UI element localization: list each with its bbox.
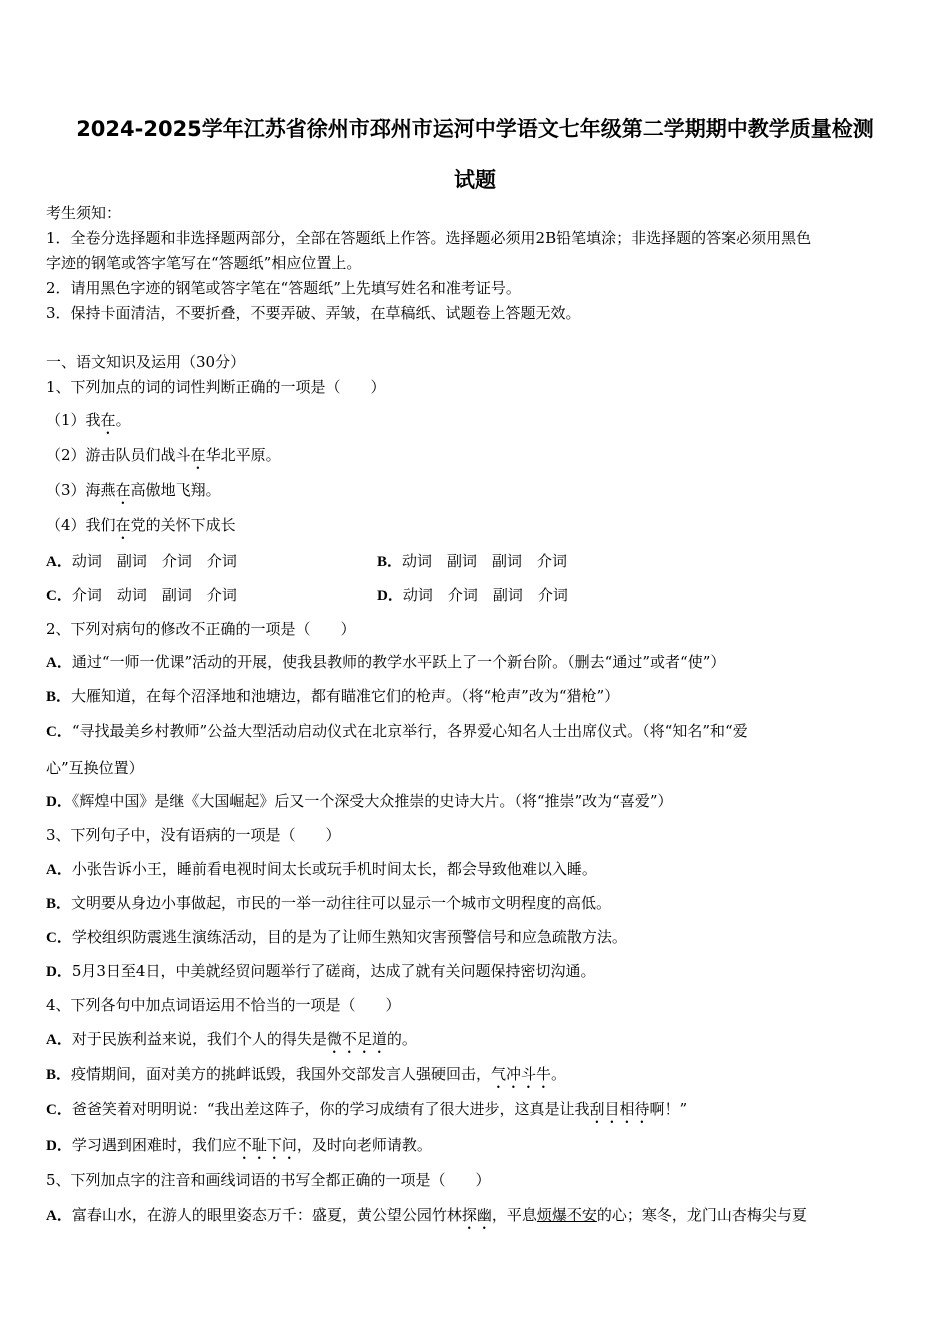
question-3-stem: 3、下列句子中，没有语病的一项是（ ） bbox=[46, 826, 341, 844]
notice-item-2: 2．请用黑色字迹的钢笔或答字笔在“答题纸”上先填写姓名和准考证号。 bbox=[46, 279, 521, 297]
question-4-option-a: A．对于民族利益来说，我们个人的得失是微不足道的。 bbox=[46, 1030, 417, 1048]
question-2-option-a: A．通过“一师一优课”活动的开展，使我县教师的教学水平跃上了一个新台阶。（删去“通过”或者“使”） bbox=[46, 653, 726, 671]
page-title-continued: 试题 bbox=[454, 168, 496, 192]
question-1-stem: 1、下列加点的词的词性判断正确的一项是（ ） bbox=[46, 378, 386, 396]
question-4-option-b: B．疫情期间，面对美方的挑衅诋毁，我国外交部发言人强硬回击，气冲斗牛。 bbox=[46, 1065, 567, 1083]
question-2-option-c-continued: 心”互换位置） bbox=[46, 759, 144, 777]
question-1-option-a: A．动词 副词 介词 介词 bbox=[46, 552, 237, 570]
question-2-option-b: B．大雁知道，在每个沼泽地和池塘边，都有瞄准它们的枪声。（将“枪声”改为“猎枪”） bbox=[46, 687, 620, 705]
page-title: 2024-2025学年江苏省徐州市邳州市运河中学语文七年级第二学期期中教学质量检测 bbox=[76, 117, 874, 141]
question-2-option-d: D．《辉煌中国》是继《大国崛起》后又一个深受大众推崇的史诗大片。（将“推崇”改为“喜爱”） bbox=[46, 792, 673, 810]
question-3-option-c: C．学校组织防震逃生演练活动，目的是为了让师生熟知灾害预警信号和应急疏散方法。 bbox=[46, 928, 627, 946]
question-2-option-c: C．“寻找最美乡村教师”公益大型活动启动仪式在北京举行，各界爱心知名人士出席仪式。（将“知名”和“爱 bbox=[46, 722, 748, 740]
notice-heading: 考生须知： bbox=[46, 204, 122, 222]
question-3-option-d: D．5月3日至4日，中美就经贸问题举行了磋商，达成了就有关问题保持密切沟通。 bbox=[46, 962, 596, 980]
question-1-option-c: C．介词 动词 副词 介词 bbox=[46, 586, 237, 604]
question-3-option-a: A．小张告诉小王，睡前看电视时间太长或玩手机时间太长，都会导致他难以入睡。 bbox=[46, 860, 597, 878]
question-3-option-b: B．文明要从身边小事做起，市民的一举一动往往可以显示一个城市文明程度的高低。 bbox=[46, 894, 612, 912]
question-1-options-row-2 bbox=[46, 585, 568, 606]
question-5-option-a: A．富春山水，在游人的眼里姿态万千：盛夏，黄公望公园竹林探幽，平息烦爆不安的心；寒冬，龙门山杏梅尖与夏 bbox=[46, 1206, 807, 1224]
question-1-options-row-1 bbox=[46, 551, 568, 572]
notice-item-1: 1．全卷分选择题和非选择题两部分，全部在答题纸上作答。选择题必须用2B铅笔填涂；非选择题的答案必须用黑色 bbox=[46, 229, 812, 247]
question-4-option-c: C．爸爸笑着对明明说：“我出差这阵子，你的学习成绩有了很大进步，这真是让我刮目相待啊！” bbox=[46, 1100, 688, 1118]
question-1-option-d: D．动词 介词 副词 介词 bbox=[377, 586, 568, 604]
question-1-sentence-3: （3）海燕在高傲地飞翔。 bbox=[46, 481, 221, 499]
question-1-sentence-4: （4）我们在党的关怀下成长 bbox=[46, 516, 236, 534]
question-4-stem: 4、下列各句中加点词语运用不恰当的一项是（ ） bbox=[46, 996, 401, 1014]
section-heading: 一、语文知识及运用（30分） bbox=[46, 353, 246, 371]
notice-item-3: 3．保持卡面清洁，不要折叠，不要弄破、弄皱，在草稿纸、试题卷上答题无效。 bbox=[46, 304, 581, 322]
question-1-sentence-2: （2）游击队员们战斗在华北平原。 bbox=[46, 446, 281, 464]
question-1-option-b: B．动词 副词 副词 介词 bbox=[377, 552, 568, 570]
question-2-stem: 2、下列对病句的修改不正确的一项是（ ） bbox=[46, 620, 356, 638]
question-4-option-d: D．学习遇到困难时，我们应不耻下问，及时向老师请教。 bbox=[46, 1136, 432, 1154]
notice-item-1-continued: 字迹的钢笔或答字笔写在“答题纸”相应位置上。 bbox=[46, 254, 362, 272]
question-5-stem: 5、下列加点字的注音和画线词语的书写全都正确的一项是（ ） bbox=[46, 1171, 491, 1189]
question-1-sentence-1: （1）我在。 bbox=[46, 411, 131, 429]
